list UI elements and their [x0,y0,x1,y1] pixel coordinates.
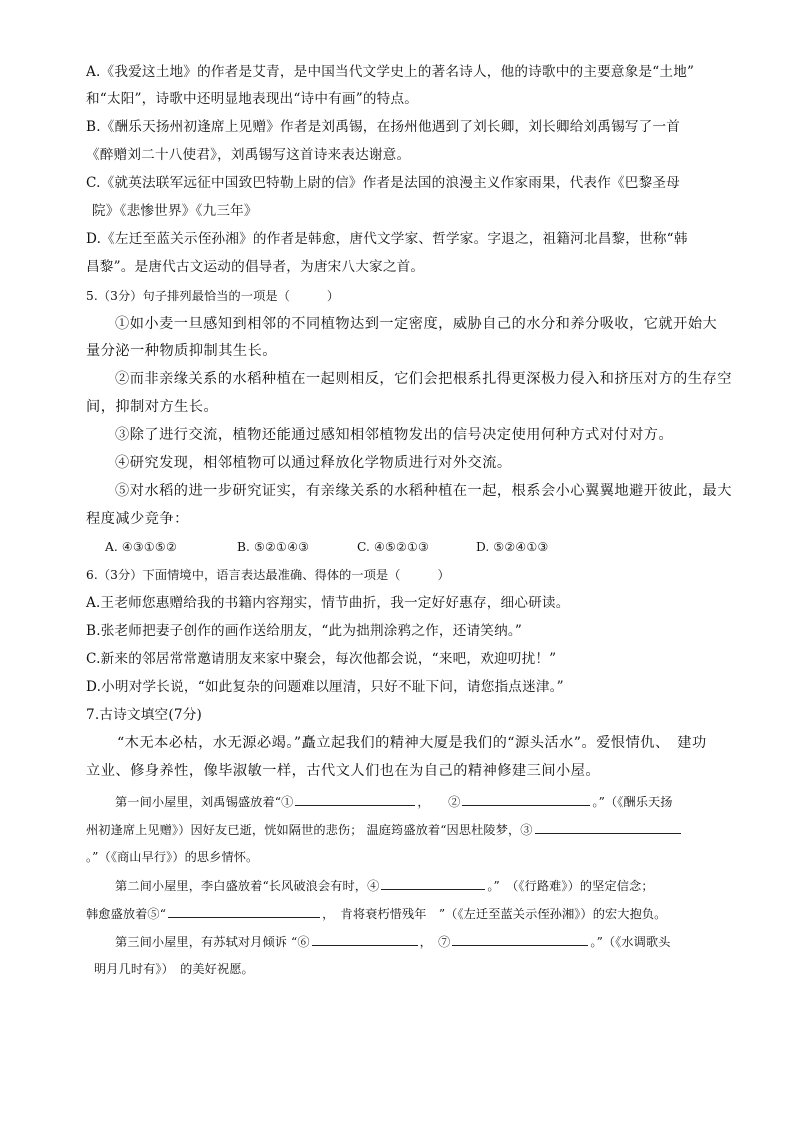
blank-6[interactable] [312,931,418,946]
q7-room2-text-c: 韩愈盛放着⑤“ [86,907,167,921]
blank-5[interactable] [168,903,320,918]
q5-sentence-2-line2: 间，抑制对方生长。 [86,399,219,415]
q7-room3-line1 [115,931,671,952]
q7-intro-line1: “木无本必枯，水无源必竭。”矗立起我们的精神大厦是我们的“源头活水”。爱恨情仇、 建功 [117,735,707,751]
blank-1[interactable] [295,791,415,806]
blank-7[interactable] [452,931,588,946]
q5-sentence-5-line1: ⑤对水稻的进一步研究证实，有亲缘关系的水稻种植在一起，根系会小心翼翼地避开彼此，最大 [115,483,732,499]
q6-stem: 6.（3分）下面情境中，语言表达最准确、得体的一项是（ ） [86,568,450,582]
q4-option-a-line2: 和“太阳”，诗歌中还明显地表现出“诗中有画”的特点。 [86,91,419,107]
q4-option-d-line2: 昌黎”。是唐代古文运动的倡导者，为唐宋八大家之首。 [86,259,425,275]
q7-intro-line2: 立业、修身养性，像毕淑敏一样，古代文人们也在为自己的精神修建三间小屋。 [86,763,601,779]
q5-sentence-1-line2: 量分泌一种物质抑制其生长。 [86,343,277,359]
q7-room2-line1 [115,875,654,896]
q7-title: 7.古诗文填空(7分) [86,707,202,723]
q7-room2-text-a: 第二间小屋里，李白盛放着“长风破浪会有时，④ [115,879,380,893]
q4-option-a-line1: A.《我爱这土地》的作者是艾青，是中国当代文学史上的著名诗人，他的诗歌中的主要意象是“土地” [86,64,695,80]
blank-2[interactable] [462,791,590,806]
q7-room3-text-a: 第三间小屋里，有苏轼对月倾诉 “⑥ [115,935,310,949]
q7-room1-text-d: 州初逢席上见赠》）因好友已逝，恍如隔世的悲伤； 温庭筠盛放着“因思杜陵梦，③ [86,823,533,837]
q5-sentence-5-line2: 程度减少竞争： [86,511,189,527]
blank-3[interactable] [535,819,681,834]
q4-option-b-line1: B.《酬乐天扬州初逢席上见赠》作者是刘禹锡，在扬州他遇到了刘长卿，刘长卿给刘禹锡写了一首 [86,119,681,135]
q7-room3-line2: 明月几时有》） 的美好祝愿。 [94,962,254,976]
q5-option-c: C. ④⑤②①③ [357,540,430,554]
q7-room2-text-d: ， 肯将衰朽惜残年 ”（《左迁至蓝关示侄孙湘》）的宏大抱负。 [322,907,667,921]
q6-option-c: C.新来的邻居常常邀请朋友来家中聚会，每次他都会说，“来吧，欢迎叨扰！” [86,651,557,667]
q5-option-b: B. ⑤②①④③ [237,540,310,554]
q5-sentence-1-line1: ①如小麦一旦感知到相邻的不同植物达到一定密度，威胁自己的水分和养分吸收，它就开始大 [115,316,718,332]
q7-room1-text-c: 。”（《酬乐天扬 [592,795,673,809]
q7-room1-text-a: 第一间小屋里，刘禹锡盛放着“① [115,795,294,809]
q4-option-b-line2: 《醉赠刘二十八使君》，刘禹锡写这首诗来表达谢意。 [86,147,411,163]
q7-room1-text-b: ， ② [417,795,461,809]
q7-room1-line2 [86,819,683,840]
q7-room2-line2 [86,903,666,924]
q6-option-d: D.小明对学长说，“如此复杂的问题难以厘清，只好不耻下问，请您指点迷津。” [86,679,564,695]
q5-sentence-4: ④研究发现，相邻植物可以通过释放化学物质进行对外交流。 [115,455,512,471]
q4-option-c-line1: C.《就英法联军远征中国致巴特勒上尉的信》作者是法国的浪漫主义作家雨果，代表作《巴黎圣母 [86,175,680,191]
blank-4[interactable] [381,875,485,890]
q7-room3-text-c: 。”（《水调歌头 [590,935,671,949]
q5-option-d: D. ⑤②④①③ [476,540,549,554]
q6-option-b: B.张老师把妻子创作的画作送给朋友，“此为拙荆涂鸦之作，还请笑纳。” [86,623,523,639]
q4-option-c-line2: 院》《悲惨世界》《九三年》 [92,203,258,219]
q5-sentence-3: ③除了进行交流，植物还能通过感知相邻植物发出的信号决定使用何种方式对付对方。 [115,427,674,443]
q5-option-a: A. ④③①⑤② [105,540,177,554]
q7-room3-text-b: ， ⑦ [419,935,451,949]
q7-room1-line3: 。”（《商山早行》）的思乡情怀。 [86,850,259,864]
q7-room1-line1 [115,791,673,812]
q5-sentence-2-line1: ②而非亲缘关系的水稻种植在一起则相反，它们会把根系扎得更深极力侵入和挤压对方的生存空 [115,371,732,387]
q4-option-d-line1: D.《左迁至蓝关示侄孙湘》的作者是韩愈，唐代文学家、哲学家。字退之，祖籍河北昌黎，世称“韩 [86,231,688,247]
q6-option-a: A.王老师您惠赠给我的书籍内容翔实，情节曲折，我一定好好惠存，细心研读。 [86,595,570,611]
q5-stem: 5.（3分）句子排列最恰当的一项是（ ） [86,289,340,303]
q7-room2-text-b: 。” （《行路难》）的坚定信念； [487,879,654,893]
